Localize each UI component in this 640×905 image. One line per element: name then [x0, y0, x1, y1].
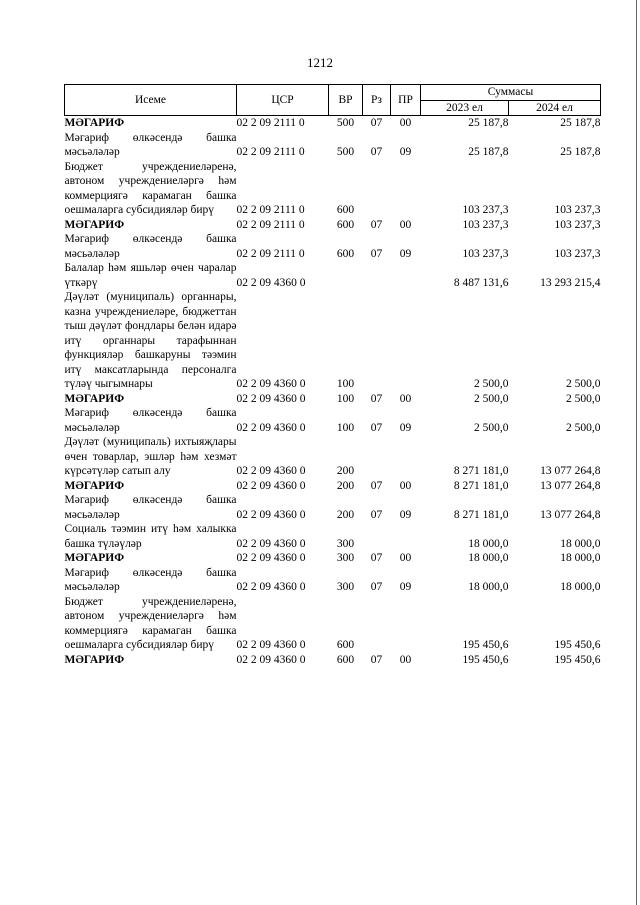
- cell-rz: 07: [370, 117, 383, 129]
- cell-s2024: 13 077 264,8: [540, 479, 601, 492]
- cell-pr: [391, 595, 421, 653]
- cell-vr: 100: [336, 378, 355, 390]
- cell-rz: 07: [370, 146, 383, 158]
- cell-vr: 500: [336, 117, 355, 129]
- cell-csr: 02 2 09 2111 0: [236, 146, 305, 158]
- cell-pr: [391, 435, 421, 479]
- cell-pr: 09: [399, 508, 412, 521]
- cell-name: МӘГАРИФ: [64, 392, 125, 405]
- budget-table: [64, 84, 601, 667]
- cell-csr: 02 2 09 2111 0: [236, 218, 305, 231]
- cell-s2024: 103 237,3: [554, 247, 601, 260]
- table-header: [65, 85, 601, 116]
- cell-vr: 300: [336, 581, 355, 593]
- cell-rz: [363, 435, 391, 479]
- cell-vr: 600: [336, 639, 355, 651]
- page-number: 1212: [307, 55, 333, 70]
- cell-s2023: 18 000,0: [468, 537, 509, 550]
- cell-pr: 00: [399, 552, 412, 564]
- cell-s2023: 103 237,3: [462, 247, 509, 260]
- cell-s2024: 195 450,6: [554, 653, 601, 666]
- cell-s2024: 2 500,0: [566, 421, 601, 434]
- cell-rz: [363, 290, 391, 392]
- cell-s2023: 8 271 181,0: [453, 465, 509, 477]
- header-year-2024: 2024 ел: [509, 100, 601, 116]
- table-row: [65, 392, 601, 407]
- cell-s2024: 13 293 215,4: [540, 276, 601, 289]
- cell-rz: 07: [370, 218, 383, 231]
- cell-name: Мәгариф өлкәсендә башка мәсьәләләр: [64, 131, 237, 158]
- cell-s2024: 25 187,8: [560, 117, 601, 129]
- cell-pr: [391, 160, 421, 218]
- cell-pr: 00: [399, 218, 412, 231]
- cell-s2024: 103 237,3: [554, 218, 601, 231]
- cell-csr: 02 2 09 4360 0: [236, 392, 306, 405]
- table-row: [65, 218, 601, 233]
- table-row: [65, 290, 601, 392]
- table-row: [65, 551, 601, 566]
- cell-pr: [391, 261, 421, 290]
- cell-rz: [363, 595, 391, 653]
- cell-pr: 09: [399, 581, 412, 593]
- cell-name: Дәүләт (муниципаль) ихтыяҗлары өчен товарлар, эшләр һәм хезмәт күрсәтүләр сатып алу: [64, 436, 237, 477]
- cell-s2023: 103 237,3: [462, 204, 509, 216]
- cell-s2023: 25 187,8: [468, 146, 509, 158]
- header-csr: ЦСР: [237, 85, 329, 116]
- cell-name: Мәгариф өлкәсендә башка мәсьәләләр: [64, 233, 237, 260]
- header-sums: Суммасы: [421, 85, 601, 101]
- table-row: [65, 493, 601, 522]
- cell-vr: 600: [336, 653, 355, 666]
- cell-s2023: 8 271 181,0: [453, 508, 509, 521]
- cell-s2023: 18 000,0: [468, 581, 509, 593]
- cell-name: МӘГАРИФ: [64, 117, 125, 129]
- cell-vr: 200: [336, 508, 355, 521]
- cell-s2024: 2 500,0: [566, 378, 601, 390]
- cell-name: Социаль тәэмин итү һәм халыкка башка түләүләр: [64, 523, 237, 550]
- cell-rz: [363, 522, 391, 551]
- cell-csr: 02 2 09 4360 0: [236, 479, 306, 492]
- header-pr: ПР: [391, 85, 421, 116]
- table-row: [65, 406, 601, 435]
- cell-name: Бюджет учреждениеләренә, автоном учреждениеләргә һәм коммерциягә карамаган башка оешмаларга субсидияләр бирү: [64, 160, 237, 216]
- cell-vr: 200: [336, 479, 355, 492]
- cell-rz: [363, 261, 391, 290]
- header-vr: ВР: [329, 85, 363, 116]
- cell-csr: 02 2 09 4360 0: [236, 508, 306, 521]
- cell-rz: 07: [370, 653, 383, 666]
- cell-name: Мәгариф өлкәсендә башка мәсьәләләр: [64, 407, 237, 434]
- cell-pr: [391, 522, 421, 551]
- cell-s2024: 18 000,0: [560, 537, 601, 550]
- cell-rz: 07: [370, 247, 383, 260]
- header-year-2023: 2023 ел: [421, 100, 509, 116]
- header-name: Исеме: [65, 85, 237, 116]
- table-row: [65, 479, 601, 494]
- cell-name: МӘГАРИФ: [64, 218, 125, 231]
- cell-vr: 600: [336, 247, 355, 260]
- table-row: [65, 160, 601, 218]
- cell-csr: 02 2 09 4360 0: [236, 552, 306, 564]
- table-row: [65, 131, 601, 160]
- cell-s2023: 18 000,0: [468, 552, 509, 564]
- cell-csr: 02 2 09 4360 0: [236, 653, 306, 666]
- cell-name: Бюджет учреждениеләренә, автоном учреждениеләргә һәм коммерциягә карамаган башка оешмаларга субсидияләр бирү: [64, 595, 237, 651]
- cell-pr: [391, 290, 421, 392]
- cell-rz: 07: [370, 479, 383, 492]
- cell-s2023: 8 487 131,6: [453, 276, 509, 289]
- cell-pr: 00: [399, 479, 412, 492]
- cell-rz: [363, 160, 391, 218]
- cell-csr: 02 2 09 2111 0: [236, 247, 305, 260]
- cell-name: Мәгариф өлкәсендә башка мәсьәләләр: [64, 494, 237, 521]
- cell-csr: 02 2 09 4360 0: [236, 639, 306, 651]
- cell-rz: 07: [370, 508, 383, 521]
- cell-s2023: 2 500,0: [474, 378, 509, 390]
- cell-vr: 500: [336, 146, 355, 158]
- cell-name: МӘГАРИФ: [64, 653, 125, 666]
- cell-vr: 100: [336, 421, 355, 434]
- table-row: [65, 595, 601, 653]
- cell-csr: 02 2 09 4360 0: [236, 581, 306, 593]
- cell-vr: 100: [336, 392, 355, 405]
- cell-s2024: 195 450,6: [554, 639, 601, 651]
- page-edge-line: [636, 0, 637, 905]
- table-body: [65, 116, 601, 668]
- cell-s2023: 2 500,0: [474, 421, 509, 434]
- table-row: [65, 261, 601, 290]
- cell-pr: 09: [399, 247, 412, 260]
- cell-name: МӘГАРИФ: [64, 479, 125, 492]
- cell-csr: 02 2 09 4360 0: [236, 465, 306, 477]
- table-row: [65, 435, 601, 479]
- cell-vr: 600: [336, 218, 355, 231]
- header-rz: Рз: [363, 85, 391, 116]
- table-row: [65, 522, 601, 551]
- table-row: [65, 232, 601, 261]
- cell-csr: 02 2 09 4360 0: [236, 378, 306, 390]
- cell-s2023: 195 450,6: [462, 639, 509, 651]
- cell-csr: 02 2 09 2111 0: [236, 117, 305, 129]
- cell-rz: 07: [370, 552, 383, 564]
- table-row: [65, 116, 601, 131]
- cell-s2024: 18 000,0: [560, 581, 601, 593]
- cell-name: МӘГАРИФ: [64, 552, 125, 564]
- cell-vr: 300: [336, 537, 355, 550]
- cell-pr: 00: [399, 392, 412, 405]
- table-row: [65, 653, 601, 668]
- cell-s2023: 2 500,0: [474, 392, 509, 405]
- cell-s2024: 2 500,0: [566, 392, 601, 405]
- cell-rz: 07: [370, 581, 383, 593]
- cell-csr: 02 2 09 4360 0: [236, 276, 306, 289]
- cell-s2024: 18 000,0: [560, 552, 601, 564]
- cell-pr: 00: [399, 653, 412, 666]
- cell-vr: 600: [336, 204, 355, 216]
- cell-csr: 02 2 09 2111 0: [236, 204, 305, 216]
- cell-s2024: 13 077 264,8: [540, 465, 601, 477]
- cell-vr: [329, 261, 363, 290]
- cell-csr: 02 2 09 4360 0: [236, 421, 306, 434]
- cell-pr: 09: [399, 421, 412, 434]
- table-row: [65, 566, 601, 595]
- cell-name: Балалар һәм яшьләр өчен чаралар үткәрү: [64, 262, 237, 289]
- cell-pr: 09: [399, 146, 412, 158]
- cell-s2024: 103 237,3: [554, 204, 601, 216]
- cell-s2023: 8 271 181,0: [453, 479, 509, 492]
- cell-s2024: 13 077 264,8: [540, 508, 601, 521]
- cell-s2023: 195 450,6: [462, 653, 509, 666]
- cell-vr: 300: [336, 552, 355, 564]
- cell-name: Дәүләт (муниципаль) органнары, казна учреждениеләре, бюджеттан тыш дәүләт фондлары белән идарә итү органнары тарафыннан функцияләр башкаруны тәэмин итү максатларында персоналга түләү чыгымнары: [64, 291, 237, 390]
- cell-s2024: 25 187,8: [560, 146, 601, 158]
- cell-csr: 02 2 09 4360 0: [236, 537, 306, 550]
- cell-rz: 07: [370, 421, 383, 434]
- cell-s2023: 25 187,8: [468, 117, 509, 129]
- cell-rz: 07: [370, 392, 383, 405]
- cell-s2023: 103 237,3: [462, 218, 509, 231]
- cell-name: Мәгариф өлкәсендә башка мәсьәләләр: [64, 566, 237, 593]
- cell-pr: 00: [399, 117, 412, 129]
- cell-vr: 200: [336, 465, 355, 477]
